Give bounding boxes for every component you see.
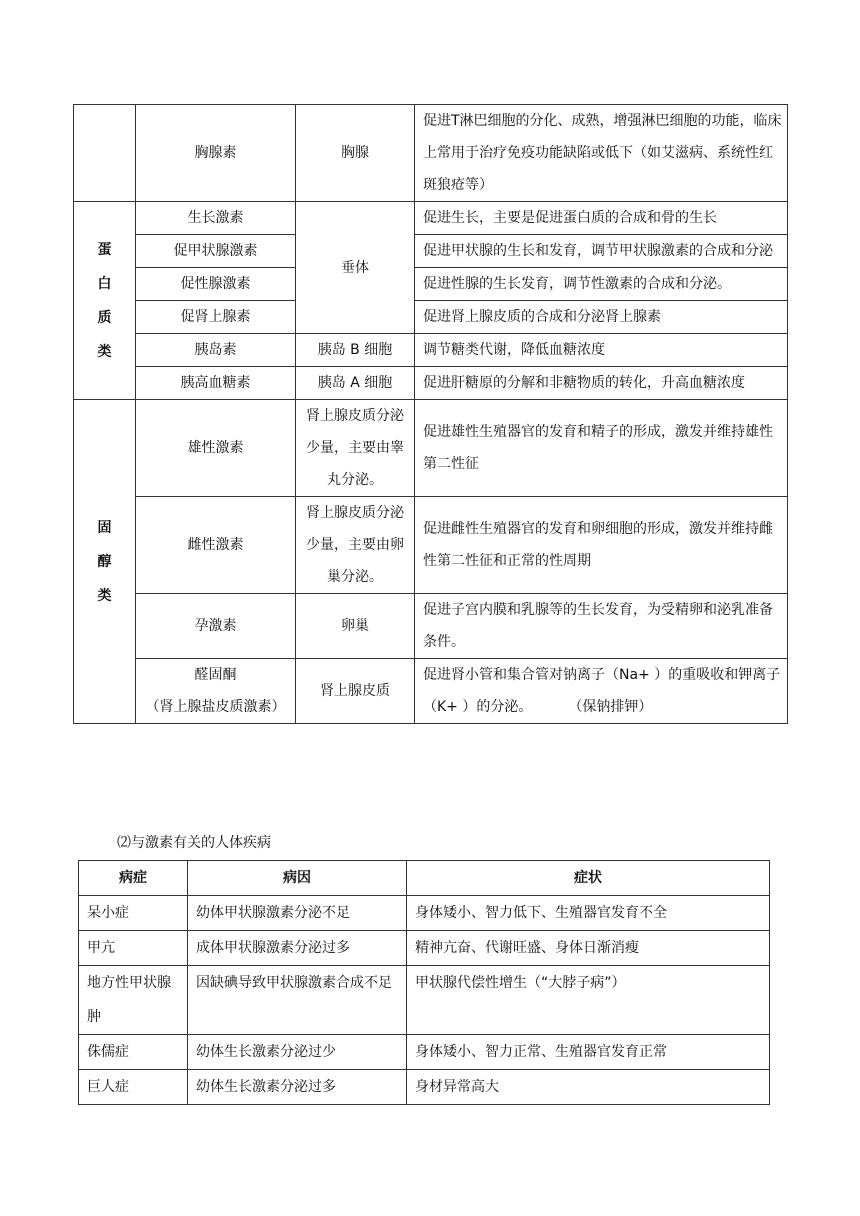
category-char: 固 [97, 519, 112, 536]
table-row [74, 301, 788, 334]
table-row [74, 594, 788, 659]
column-header: 病症 [79, 861, 188, 896]
category-char: 类 [97, 587, 112, 604]
hormone-table [73, 104, 788, 724]
disease-name: 甲亢 [79, 931, 188, 966]
disease-symptom: 甲状腺代偿性增生（“大脖子病”） [407, 966, 770, 1035]
disease-name: 侏儒症 [79, 1035, 188, 1070]
hormone-name-cell [136, 659, 296, 724]
table-row [74, 202, 788, 235]
hormone-name: 生长激素 [136, 202, 296, 235]
table-row [79, 931, 770, 966]
source-gland: 胰岛 B 细胞 [296, 334, 415, 367]
hormone-name: 促肾上腺素 [136, 301, 296, 334]
source-gland: 胸腺 [296, 105, 415, 202]
category-char: 类 [97, 343, 112, 360]
hormone-function: 促进肾上腺皮质的合成和分泌肾上腺素 [415, 301, 788, 334]
hormone-function: 促进性腺的生长发育，调节性激素的合成和分泌。 [415, 268, 788, 301]
disease-table [78, 860, 770, 1105]
hormone-name: 雌性激素 [136, 497, 296, 594]
hormone-name: 胸腺素 [136, 105, 296, 202]
disease-symptom: 身体矮小、智力正常、生殖器官发育正常 [407, 1035, 770, 1070]
category-char: 醇 [97, 553, 112, 570]
hormone-function: 促进T淋巴细胞的分化、成熟，增强淋巴细胞的功能，临床上常用于治疗免疫功能缺陷或低下（如艾滋病、系统性红斑狼疮等） [415, 105, 788, 202]
table-row [79, 896, 770, 931]
disease-cause: 成体甲状腺激素分泌过多 [188, 931, 407, 966]
hormone-function: 促进甲状腺的生长和发育，调节甲状腺激素的合成和分泌 [415, 235, 788, 268]
hormone-function: 促进肝糖原的分解和非糖物质的转化，升高血糖浓度 [415, 367, 788, 400]
hormone-function-cell [415, 659, 788, 724]
hormone-name: 胰高血糖素 [136, 367, 296, 400]
hormone-function: 促进雌性生殖器官的发育和卵细胞的形成，激发并维持雌性第二性征和正常的性周期 [415, 497, 788, 594]
table-header-row [79, 861, 770, 896]
section-heading: ⑵与激素有关的人体疾病 [117, 835, 271, 851]
hormone-function: 调节糖类代谢，降低血糖浓度 [415, 334, 788, 367]
disease-cause: 幼体生长激素分泌过少 [188, 1035, 407, 1070]
source-gland: 垂体 [296, 202, 415, 334]
table-row [74, 497, 788, 594]
category-char: 白 [97, 275, 112, 292]
category-protein [74, 202, 136, 400]
category-char: 蛋 [97, 241, 112, 258]
category-char: 质 [97, 309, 112, 326]
category-cell-empty [74, 105, 136, 202]
table-row [74, 268, 788, 301]
column-header: 症状 [407, 861, 770, 896]
table-row [74, 235, 788, 268]
disease-name: 巨人症 [79, 1070, 188, 1105]
hormone-function: 促进雄性生殖器官的发育和精子的形成，激发并维持雄性第二性征 [415, 400, 788, 497]
table-row [79, 1035, 770, 1070]
table-row [74, 659, 788, 724]
disease-name: 呆小症 [79, 896, 188, 931]
hormone-name: 醛固酮 [194, 667, 237, 683]
hormone-name: 促甲状腺激素 [136, 235, 296, 268]
hormone-name: 雄性激素 [136, 400, 296, 497]
source-gland: 卵巢 [296, 594, 415, 659]
hormone-function: 促进生长，主要是促进蛋白质的合成和骨的生长 [415, 202, 788, 235]
hormone-function: 促进肾小管和集合管对钠离子（Na+ ）的重吸收和钾离子（K+ ）的分泌。 [423, 667, 781, 715]
disease-name: 地方性甲状腺肿 [79, 966, 188, 1035]
table-row [79, 966, 770, 1035]
table-row [79, 1070, 770, 1105]
disease-symptom: 身材异常高大 [407, 1070, 770, 1105]
hormone-name: 促性腺激素 [136, 268, 296, 301]
disease-symptom: 身体矮小、智力低下、生殖器官发育不全 [407, 896, 770, 931]
category-steroid [74, 400, 136, 724]
hormone-name-note: （肾上腺盐皮质激素） [145, 699, 286, 715]
source-gland: 肾上腺皮质分泌少量，主要由睾丸分泌。 [296, 400, 415, 497]
source-gland: 肾上腺皮质 [296, 659, 415, 724]
disease-symptom: 精神亢奋、代谢旺盛、身体日渐消瘦 [407, 931, 770, 966]
table-row [74, 367, 788, 400]
disease-cause: 幼体甲状腺激素分泌不足 [188, 896, 407, 931]
hormone-name: 胰岛素 [136, 334, 296, 367]
source-gland: 肾上腺皮质分泌少量，主要由卵巢分泌。 [296, 497, 415, 594]
table-row [74, 334, 788, 367]
disease-cause: 幼体生长激素分泌过多 [188, 1070, 407, 1105]
hormone-function-note: （保钠排钾） [568, 699, 653, 715]
column-header: 病因 [188, 861, 407, 896]
disease-cause: 因缺碘导致甲状腺激素合成不足 [188, 966, 407, 1035]
hormone-function: 促进子宫内膜和乳腺等的生长发育，为受精卵和泌乳准备条件。 [415, 594, 788, 659]
table-row [74, 105, 788, 202]
table-row [74, 400, 788, 497]
source-gland: 胰岛 A 细胞 [296, 367, 415, 400]
hormone-name: 孕激素 [136, 594, 296, 659]
